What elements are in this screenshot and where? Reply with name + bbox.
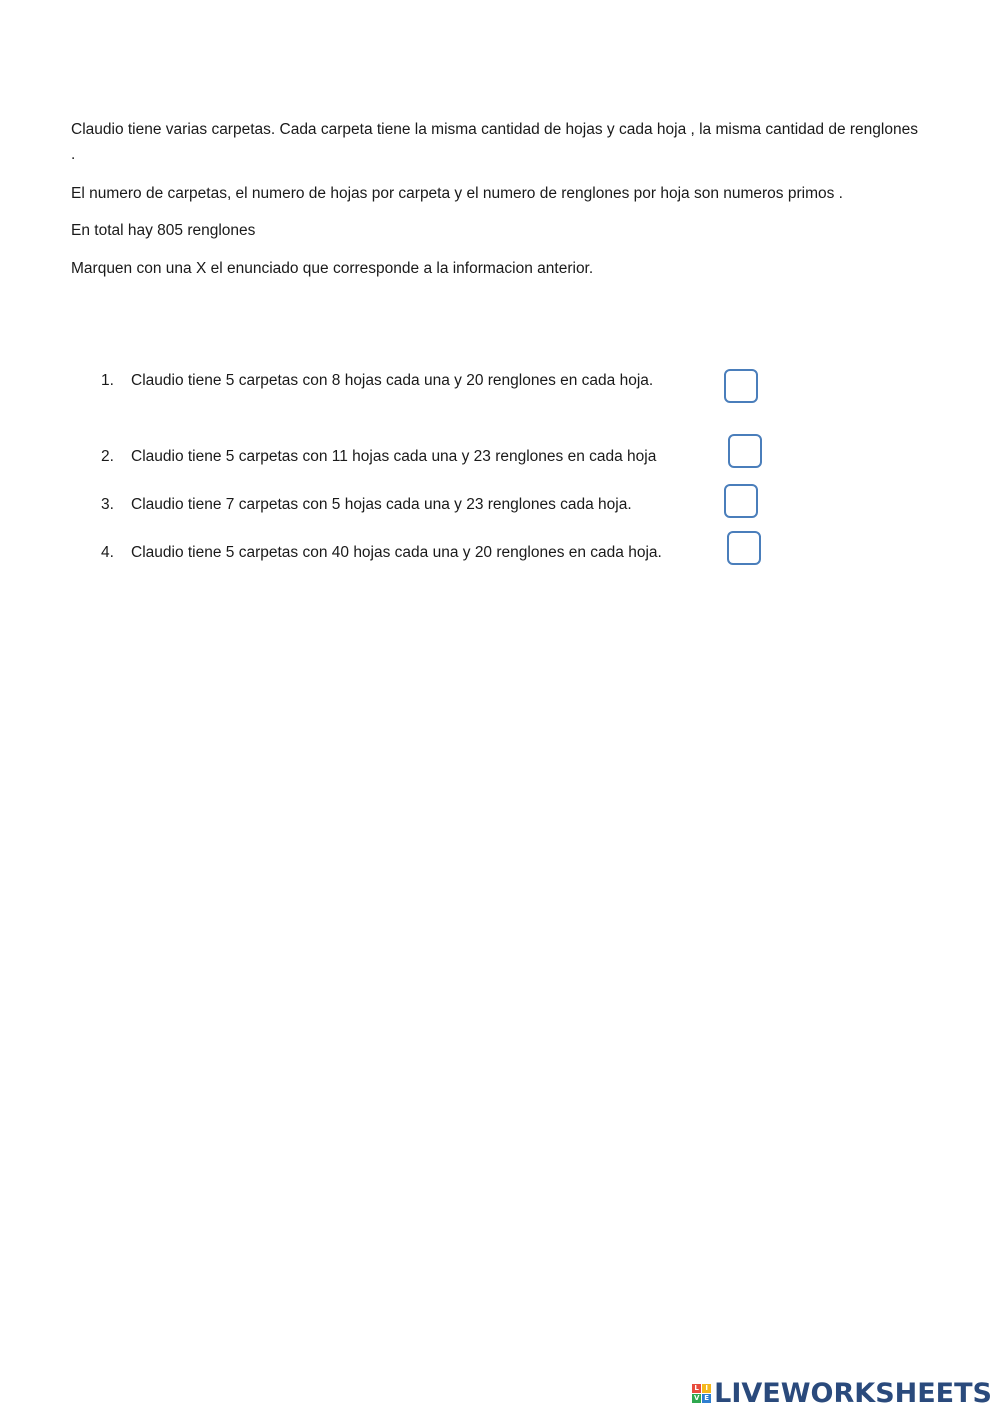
option-text: Claudio tiene 7 carpetas con 5 hojas cada una y 23 renglones cada hoja.	[131, 496, 632, 513]
option-item-1	[101, 370, 653, 392]
option-3-checkbox[interactable]	[724, 484, 758, 518]
liveworksheets-logo	[692, 1378, 992, 1409]
instruction-paragraph: Marquen con una X el enunciado que corresponde a la informacion anterior.	[71, 260, 594, 277]
option-1-checkbox[interactable]	[724, 369, 758, 403]
option-4-checkbox[interactable]	[727, 531, 761, 565]
option-text: Claudio tiene 5 carpetas con 8 hojas cada una y 20 renglones en cada hoja.	[131, 372, 654, 389]
intro-paragraph-3: En total hay 805 renglones	[71, 222, 256, 239]
option-2-checkbox[interactable]	[728, 434, 762, 468]
option-item-4	[101, 542, 662, 564]
intro-paragraph-1: Claudio tiene varias carpetas. Cada carpeta tiene la misma cantidad de hojas y cada hoja , la misma cantidad de renglones .	[71, 121, 918, 163]
logo-mark-icon: L I V E	[692, 1384, 711, 1403]
logo-text: LIVEWORKSHEETS	[714, 1378, 992, 1409]
option-number: 1.	[101, 372, 114, 389]
intro-paragraph-2: El numero de carpetas, el numero de hojas por carpeta y el numero de renglones por hoja son numeros primos .	[71, 185, 843, 202]
option-item-2	[101, 446, 656, 468]
option-number: 4.	[101, 544, 114, 561]
option-number: 2.	[101, 448, 114, 465]
option-text: Claudio tiene 5 carpetas con 40 hojas cada una y 20 renglones en cada hoja.	[131, 544, 662, 561]
option-text: Claudio tiene 5 carpetas con 11 hojas cada una y 23 renglones en cada hoja	[131, 448, 657, 465]
option-number: 3.	[101, 496, 114, 513]
option-item-3	[101, 494, 632, 516]
